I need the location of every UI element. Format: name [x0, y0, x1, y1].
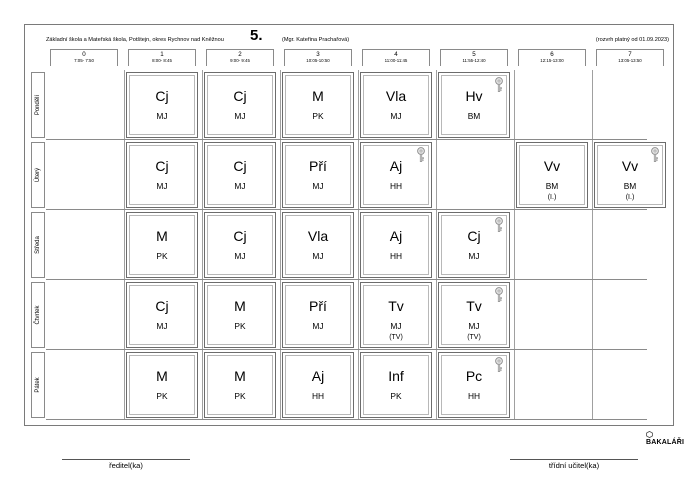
lesson-cell[interactable]: [204, 282, 276, 348]
lesson-teacher: PK: [156, 251, 168, 261]
lesson-teacher: HH: [467, 391, 481, 401]
lesson-teacher: MJ: [390, 111, 402, 121]
hour-header: [206, 49, 274, 66]
lesson-teacher: MJ: [312, 321, 324, 331]
lesson-subject: Cj: [155, 158, 169, 174]
day-label: [31, 282, 45, 348]
lesson-cell[interactable]: [126, 72, 198, 138]
lesson-subject: Hv: [465, 88, 483, 104]
lesson-subject: Tv: [388, 298, 404, 314]
hour-time: 9:00- 9:45: [230, 58, 250, 63]
hour-header: [362, 49, 430, 66]
hour-number: 3: [316, 51, 320, 58]
lesson-subject: Pc: [465, 368, 483, 384]
lesson-cell[interactable]: [204, 72, 276, 138]
lesson-cell[interactable]: [282, 212, 354, 278]
logo-text: BAKALÁŘI: [646, 439, 685, 446]
lesson-teacher: MJ: [234, 111, 246, 121]
lesson-cell[interactable]: [282, 282, 354, 348]
day-row: [25, 350, 647, 420]
day-row: [25, 70, 647, 140]
lesson-subject: Vv: [543, 158, 561, 174]
lesson-teacher: MJ: [156, 321, 168, 331]
lesson-subject: Cj: [155, 88, 169, 104]
teacher-signature-line: [510, 459, 638, 460]
lesson-subject: Tv: [466, 298, 482, 314]
lesson-cell[interactable]: [360, 282, 432, 348]
lesson-subject: Cj: [233, 228, 247, 244]
lesson-teacher: MJ: [312, 251, 324, 261]
key-icon: [494, 217, 504, 233]
lesson-teacher: MJ: [390, 321, 402, 331]
lesson-subject: Pří: [309, 158, 327, 174]
lesson-cell[interactable]: [282, 352, 354, 418]
lesson-teacher: BM: [623, 181, 637, 191]
lesson-subject: Vv: [621, 158, 639, 174]
lesson-teacher: MJ: [234, 181, 246, 191]
lesson-cell[interactable]: [126, 212, 198, 278]
hour-time: 12:15-13:00: [540, 58, 564, 63]
lesson-teacher: MJ: [468, 321, 480, 331]
lesson-teacher: PK: [234, 321, 246, 331]
hour-header: [440, 49, 508, 66]
key-icon: [494, 77, 504, 93]
hour-time: 13:05-13:50: [618, 58, 642, 63]
day-name: Úterý: [35, 167, 41, 183]
hour-header: [50, 49, 118, 66]
hour-header: [596, 49, 664, 66]
day-name: Pondělí: [35, 94, 41, 116]
key-icon: [416, 147, 426, 163]
lesson-teacher: HH: [389, 181, 403, 191]
lesson-subject: M: [234, 368, 246, 384]
bakalari-logo: [646, 431, 684, 446]
hour-time: 10:05-10:50: [306, 58, 330, 63]
director-label: ředitel(ka): [109, 461, 143, 470]
hour-header: [128, 49, 196, 66]
day-label: [31, 142, 45, 208]
lesson-subject: Vla: [385, 88, 407, 104]
lesson-cell[interactable]: [282, 72, 354, 138]
hour-time: 8:00- 8:45: [152, 58, 172, 63]
valid-from: (rozvrh platný od 01.09.2023): [595, 37, 669, 43]
class-teacher: (Mgr. Kateřina Prachařová): [282, 37, 350, 43]
lesson-subject: M: [234, 298, 246, 314]
lesson-subject: Aj: [389, 158, 403, 174]
lesson-subject: Aj: [311, 368, 325, 384]
lesson-teacher: MJ: [312, 181, 324, 191]
lesson-cell[interactable]: [360, 352, 432, 418]
director-signature-line: [62, 459, 190, 460]
day-label: [31, 72, 45, 138]
lesson-cell[interactable]: [126, 142, 198, 208]
lesson-subject: M: [156, 228, 168, 244]
lesson-group: (TV): [467, 334, 481, 341]
lesson-teacher: PK: [156, 391, 168, 401]
day-label: [31, 352, 45, 418]
lesson-cell[interactable]: [594, 142, 666, 208]
school-name: Základní škola a Mateřská škola, Potštejn, okres Rychnov nad Kněžnou: [46, 37, 224, 43]
hour-number: 1: [160, 51, 164, 58]
lesson-cell[interactable]: [360, 142, 432, 208]
lesson-teacher: MJ: [234, 251, 246, 261]
hour-header: [518, 49, 586, 66]
hour-header: [284, 49, 352, 66]
lesson-teacher: MJ: [156, 181, 168, 191]
lesson-cell[interactable]: [438, 282, 510, 348]
key-icon: [650, 147, 660, 163]
lesson-cell[interactable]: [438, 72, 510, 138]
day-row: [25, 210, 647, 280]
day-row: [25, 140, 647, 210]
lesson-teacher: BM: [467, 111, 481, 121]
lesson-teacher: HH: [389, 251, 403, 261]
lesson-subject: Cj: [233, 158, 247, 174]
lesson-teacher: BM: [545, 181, 559, 191]
hexagon-icon: [646, 431, 653, 438]
class-teacher-label: třídní učitel(ka): [548, 461, 600, 470]
day-name: Středa: [35, 236, 41, 254]
day-row: [25, 280, 647, 350]
lesson-teacher: HH: [311, 391, 325, 401]
lesson-cell[interactable]: [360, 72, 432, 138]
lesson-cell[interactable]: [516, 142, 588, 208]
hour-number: 6: [550, 51, 554, 58]
lesson-cell[interactable]: [204, 142, 276, 208]
row-divider: [46, 419, 647, 420]
lesson-subject: M: [156, 368, 168, 384]
lesson-cell[interactable]: [438, 352, 510, 418]
lesson-cell[interactable]: [282, 142, 354, 208]
hour-number: 4: [394, 51, 398, 58]
hour-number: 2: [238, 51, 242, 58]
lesson-group: (I.): [547, 194, 557, 201]
lesson-group: (I.): [625, 194, 635, 201]
hour-number: 5: [472, 51, 476, 58]
lesson-subject: Cj: [467, 228, 481, 244]
lesson-teacher: PK: [390, 391, 402, 401]
lesson-cell[interactable]: [204, 352, 276, 418]
lesson-cell[interactable]: [204, 212, 276, 278]
lesson-subject: Pří: [309, 298, 327, 314]
lesson-teacher: MJ: [156, 111, 168, 121]
lesson-cell[interactable]: [126, 352, 198, 418]
lesson-cell[interactable]: [438, 212, 510, 278]
lesson-subject: M: [312, 88, 324, 104]
lesson-subject: Cj: [233, 88, 247, 104]
lesson-cell[interactable]: [360, 212, 432, 278]
lesson-subject: Inf: [388, 368, 404, 384]
class-number: 5.: [250, 27, 263, 44]
lesson-teacher: PK: [312, 111, 324, 121]
lesson-cell[interactable]: [126, 282, 198, 348]
key-icon: [494, 357, 504, 373]
day-label: [31, 212, 45, 278]
hour-number: 7: [628, 51, 632, 58]
hour-time: 11:00-11:45: [384, 58, 408, 63]
lesson-teacher: PK: [234, 391, 246, 401]
key-icon: [494, 287, 504, 303]
lesson-teacher: MJ: [468, 251, 480, 261]
timetable-frame: [24, 24, 685, 446]
day-name: Pátek: [35, 377, 41, 393]
hour-time: 7:05- 7:50: [74, 58, 94, 63]
day-name: Čtvrtek: [35, 305, 41, 325]
hour-number: 0: [82, 51, 86, 58]
lesson-subject: Aj: [389, 228, 403, 244]
lesson-group: (TV): [389, 334, 403, 341]
lesson-subject: Vla: [307, 228, 329, 244]
hour-time: 11:55-12:40: [462, 58, 486, 63]
lesson-subject: Cj: [155, 298, 169, 314]
